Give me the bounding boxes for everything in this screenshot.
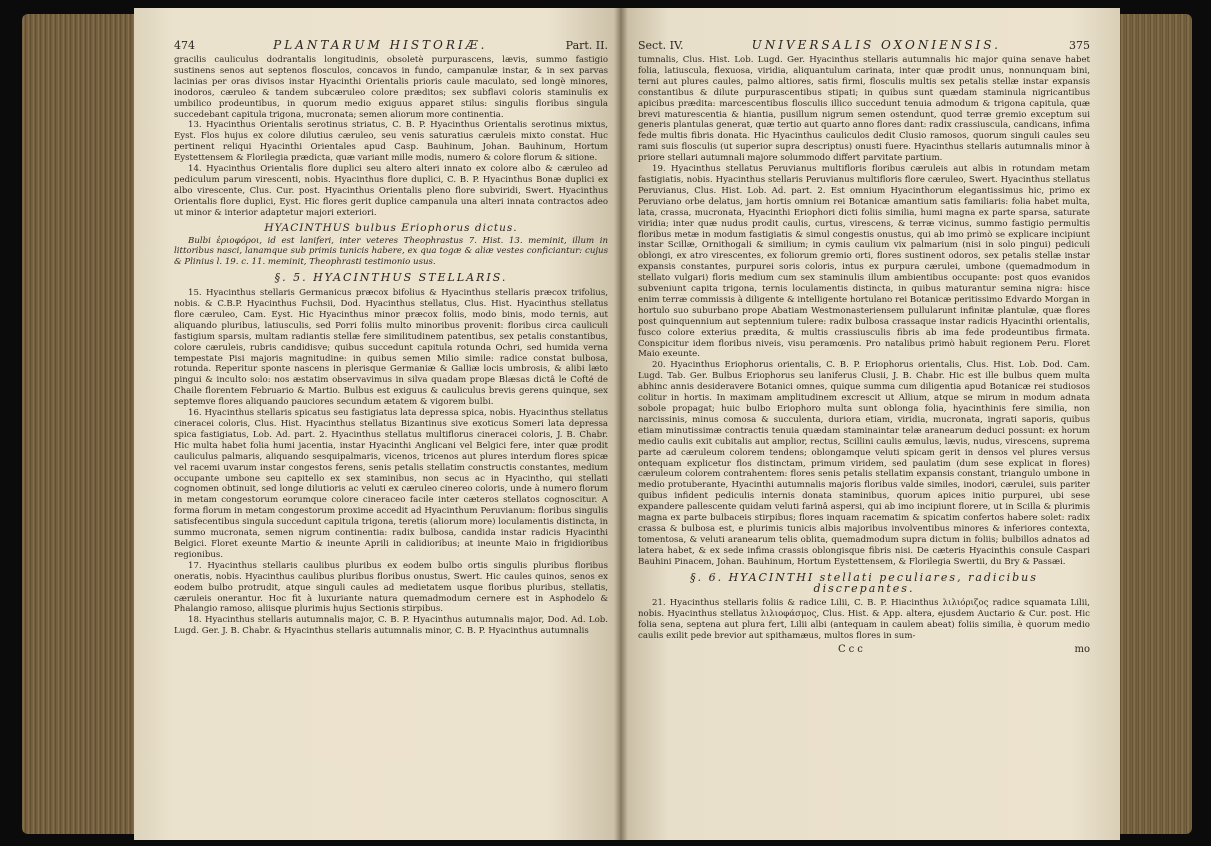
right-running-head bbox=[638, 38, 1090, 52]
catchword: mo bbox=[1074, 644, 1090, 656]
signature-mark: Ccc bbox=[838, 644, 866, 656]
quote-paragraph: Bulbi ἐριοφόροι, id est laniferi, inter veteres Theophrastus 7. Hist. 13. meminit, illum in littoribus nasci, lanamque sub primis tunicis habere, ex qua togæ & aliæ vestes conficiantur: cujus & Plinius l. 19. c. 11. meminit, Theophrasti testimonio usus. bbox=[174, 235, 608, 268]
right-body-text bbox=[638, 55, 1090, 642]
paragraph: 15. Hyacinthus stellaris Germanicus præcox bifolius & Hyacinthus stellaris præcox trifolius, nobis. & C.B.P. Hyacinthus Fuchsii, Dod. Hyacinthus stellatus, Clus. Hist. Hyacinthus stellatus flore cæruleo, Cam. Eyst. Hic Hyacinthus minor præcox foliis, modo binis, modo ternis, aut aliquando pluribus, latiusculis, sed Porri foliis multo minoribus provenit: floribus circa cauliculi fastigium sparsis, multam radiantis stellæ fere similitudinem patentibus, sex petalis constantibus, colore cæruleis, rubris candidisve; quibus succedunt capitula rotunda Ochri, sed humida verna tempestate Pisi majoris magnitudine: in quibus semen Milio simile: radice constat bulbosa, rotunda. Reperitur sponte nascens in plerisque Germaniæ & Galliæ locis umbrosis, & alibi læto pingui & inculto solo: nos æstatim observavimus in silva quadam prope Blæsas dictâ le Cofté de Chaile florentem Februario & Martio. Bulbus est exiguus & cauliculus brevis gerens quinque, sex septemve flores aliquando pauciores secundum ætatem & vigorem bulbi. bbox=[174, 288, 608, 408]
paragraph: 16. Hyacinthus stellaris spicatus seu fastigiatus lata depressa spica, nobis. Hyacinthus stellatus cineracei coloris, Clus. Hist. Hyacinthus stellatus Bizantinus sive exoticus Someri lata depressa spica fastigiatus, Lob. Ad. part. 2. Hyacinthus stellatus multiflorus cineracei coloris, J. B. Chabr. Hic multa habet folia humi jacentia, instar Hyacinthi Anglicani vel Belgici fere, inter quæ prodit cauliculus palmaris, aliquando sesquipalmaris, vicenos, tricenos aut plures interdum flores spicæ vel racemi uvarum instar congestos ferens, senis petalis stellatim constructis constantes, medium occupante umbone seu capitello ex sex staminibus, non secus ac in Hyacintho, qui stellati cognomen obtinuit, sed longe dilutioris ac veluti ex cæruleo cinereo coloris, unde à numero florum in metam congestorum eorumque colore cineraceo facile inter cæteros stellatos cognoscitur. A forma florum in metam congestorum proxime accedit ad Hyacinthum Peruvianum: floribus singulis satisfecentibus singula succedunt capitula trigona, teretis (aliorum more) loculamentis distincta, in summo mucronata, semen nigrum continentia: radix bulbosa, candida instar radicis Hyacinthi Belgici. Floret exeunte Martio & ineunte Aprili in calidioribus; at ineunte Maio in frigidioribus regionibus. bbox=[174, 408, 608, 560]
paragraph: 20. Hyacinthus Eriophorus orientalis, C. B. P. Eriophorus orientalis, Clus. Hist. Lob. Dod. Cam. Lugd. Tab. Ger. Bulbus Eriophorus seu laniferus Clusii, J. B. Chabr. Hic est ille bulbus quem multa abhinc annis desideravere Botanici omnes, quique summa cum diligentia apud Botanicæ rei studiosos colitur in hortis. In maximam amplitudinem excrescit ut Allium, atque se mirum in modum adnata sobole propagat; huic bulbo Eriophoro multa sunt oblonga folia, hyacinthinis fere similia, non narcissinis, minus comosa & succulenta, duriora etiam, viridia, mucronata, ingrati saporis, quibus etiam minutissimæ contractis tenuia quædam staminaintar telæ aranearum deduci possunt: ex horum medio caulis exit cubitalis aut amplior, rectus, Scillini caulis æmulus, lævis, nudus, virescens, suprema parte ad cæruleum colorem tendens; oblongamque veluti spicam gerit in densos vel plures versus ontequam explicetur flos distinctam, primum viridem, sed paulatim (dum sese explicat in flores) cæruleum colorem contrahentem: flores senis petalis stellatim expansis constant, triangulo umbone in medio protuberante, Hyacinthi autumnalis majoris floribus valde similes, inodori, cærulei, suis pariter quibus infident pediculis internis donata staminibus, quorum apices initio purpurei, ubi sese expandere pallescente quidam veluti farinâ aspersi, qui ab imo incipiunt florere, ut in Scilla & plurimis magna ex parte bulbaceis stirpibus; flores inquam racematim & spicatim confertos habere solet: radix crassa & bulbosa est, e plurimis tunicis albis majoribus involventibus minores & inferiores contexta, tomentosa, & veluti aranearum telis oblita, quemadmodum supra dictum in foliis; bulbillos adnatos ad latera habet, & ex sede infima crassis oblongisque fibris nisi. De cæteris Hyacinthis consule Caspari Bauhini Pinacem, Johan. Bauhinum, Hortum Eystettensem, & Florilegia Swertii, du Bry & Passæi. bbox=[638, 360, 1090, 567]
left-page-number: 474 bbox=[174, 39, 195, 52]
left-running-head bbox=[174, 38, 608, 52]
left-body-text bbox=[174, 55, 608, 637]
book-gutter bbox=[614, 8, 628, 840]
paragraph: gracilis cauliculus dodrantalis longitudinis, obsoletè purpurascens, lævis, summo fastigio sustinens senos aut septenos flosculos, concavos in fundo, campanulæ instar, & in sex parvas lacinias per oras divisos instar Hyacinthi Orientalis prioris caule maculato, sed longè minores, inodoros, cæruleo & tandem subcæruleo colore præditos; sex subflavi coloris staminulis ex umbilico prodeuntibus, in quorum medio exiguus apparet stilus: singulis floribus singula succedebant capitula trigona, mucronata; semen aliorum more continentia. bbox=[174, 55, 608, 120]
book-fore-edge-right bbox=[1114, 14, 1192, 834]
paragraph: 21. Hyacinthus stellaris foliis & radice Lilii, C. B. P. Hiacinthus λιλιόριζος radice squamata Lilii, nobis. Hyacinthus stellatus λιλιοφάσμος, Clus. Hist. & App. altera, ejusdem Auctario & Cur. post. Hic folia sena, septena aut plura fert, Lilii albi (antequam in caulem abeat) foliis similia, è quorum medio caulis exilit pede brevior aut spithamæus, multos flores in sum- bbox=[638, 598, 1090, 642]
left-running-title: PLANTARUM HISTORIÆ. bbox=[273, 38, 488, 52]
section-heading: §. 6. HYACINTHI stellati peculiares, radicibus discrepantes. bbox=[690, 570, 1038, 595]
section-heading: §. 5. HYACINTHUS STELLARIS. bbox=[274, 271, 508, 285]
paragraph: 17. Hyacinthus stellaris caulibus pluribus ex eodem bulbo ortis singulis pluribus floribus oneratis, nobis. Hyacinthus caulibus pluribus floribus onustus, Swert. Hic caules quinos, senos ex eodem bulbo protrudit, atque singuli caules ad medietatem usque floribus pluribus, stellatis, cæruleis onerantur. Hoc fit à luxuriante natura quemadmodum cernere est in Asphodelo & Phalangio ramoso, aliisque plurimis hujus Sectionis stirpibus. bbox=[174, 560, 608, 615]
paragraph: 18. Hyacinthus stellaris autumnalis major, C. B. P. Hyacinthus autumnalis major, Dod. Ad. Lob. Lugd. Ger. J. B. Chabr. & Hyacinthus stellaris autumnalis minor, C. B. P. Hyacinthus autumnalis bbox=[174, 615, 608, 637]
left-part-label: Part. II. bbox=[565, 39, 608, 52]
paragraph: 19. Hyacinthus stellatus Peruvianus multifloris floribus cæruleis aut albis in rotundam metam fastigiatis, nobis. Hyacinthus stellaris Peruvianus multifloris flore cæruleo, Swert. Hyacinthus stellatus Peruvianus, Clus. Hist. Lob. Ad. part. 2. Est omnium Hyacinthorum elegantissimus hic, primo ex Peruviano orbe delatus, jam hortis omnium rei Botanicæ amantium satis familiaris: folia habet multa, lata, crassa, mucronata, Hyacinthi Eriophori dicti foliis similia, humi magna ex parte sparsa, saturate viridia; inter quæ nudus prodit caulis, curtus, virescens, & terræ vicinus, summo fastigio permultis floribus metæ in modum fastigiatis & simul congestis onustus, qui ab imo primò se explicare incipiunt instar Scillæ, Ornithogali & similium; in cymis caulium vix palmarium (nisi in solo pingui) pediculi oblongi, ex atro virescentes, ex foliorum gremio orti, flores sustinent odoros, sex petalis stellæ instar expansis constantes, purpurei soris coloris, intus ex purpura cærulei, umbone (quemadmodum in stellato vulgari) floris medium cum sex staminulis illum ambientibus occupante: post quos evanidos subveniunt capita trigona, ternis loculamentis distincta, in quibus maturantur semina nigra: hisce enim terræ commissis à diligente & intelligente hortulano rei Botanicæ peritissimo Edvardo Morgan in hortulo suo suburbano prope Abatiam Westmonasteriensem pullularunt infinitæ plantulæ, quæ flores post quinquennium aut septennium tulere: radix bulbosa crassaque instar radicis Hyacinthi orientalis, fusco colore exterius prædita, & multis crassiusculis fibris ab ima fede prodeuntibus firmata. Conspicitur idem floribus niveis, visu peramœnis. Pro natalibus primò habuit regionem Peru. Floret Maio exeunte. bbox=[638, 164, 1090, 360]
paragraph: tumnalis, Clus. Hist. Lob. Lugd. Ger. Hyacinthus stellaris autumnalis hic major quina senave habet folia, latiuscula, flexuosa, viridia, aliquantulum carinata, inter quæ prodit unus, nonnunquam bini, terni aut plures caules, palmo altiores, satis firmi, flosculis multis sex petalis stellæ instar expansis constantibus & dilute purpurascentibus stipati; in quibus sunt quædam staminula nigricantibus apicibus prædita: marcescentibus flosculis illico succedunt tenuia admodum & trigona capitula, quæ brevi maturescentia & hiantia, pusillum nigrum semen ostendunt, quod terræ gremio exceptum sui generis plantulas generat, quæ tertio aut quarto anno flores dant: radix crassiuscula, candicans, infima fede multis fibris donata. Hic Hyacinthus cauliculos dedit Clusio ramosos, quorum singuli caules seu rami suis flosculis (ut superior supra descriptus) onusti fuere. Hyacinthus stellaris autumnalis minor à priore stellari autumnali majore solummodo differt parvitate partium. bbox=[638, 55, 1090, 164]
right-section-label: Sect. IV. bbox=[638, 39, 684, 52]
open-book bbox=[22, 8, 1192, 840]
paragraph: 14. Hyacinthus Orientalis flore duplici seu altero alteri innato ex colore albo & cæruleo ad pediculum parum virescenti, nobis. Hyacinthus flore duplici, C. B. P. Hyacinthus Bonæ duplici ex albo virescente, Clus. Cur. post. Hyacinthus Orientalis pleno flore subviridi, Swert. Hyacinthus Orientalis flore duplici, Eyst. Hic flores gerit duplice campanula una alteri innata contractos adeo ut minor & interior adaptetur majori exteriori. bbox=[174, 164, 608, 218]
right-running-title: UNIVERSALIS OXONIENSIS. bbox=[751, 38, 1001, 52]
page-footer bbox=[638, 644, 1090, 655]
left-page bbox=[134, 8, 620, 840]
subsection-title: HYACINTHUS bulbus Eriophorus dictus. bbox=[264, 221, 518, 234]
right-page bbox=[620, 8, 1120, 840]
right-page-number: 375 bbox=[1068, 39, 1090, 52]
paragraph: 13. Hyacinthus Orientalis serotinus striatus, C. B. P. Hyacinthus Orientalis serotinus mixtus, Eyst. Flos hujus ex colore dilutius cæruleo, seu venis saturatius cæruleis mixto constat. Huc pertinent reliqui Hyacinthi Orientales apud Casp. Bauhinum, Johan. Bauhinum, Hortum Eystettensem & Florilegia prædicta, quæ variant mille modis, numero & colore florum & sitione. bbox=[174, 120, 608, 164]
book-fore-edge-left bbox=[22, 14, 140, 834]
